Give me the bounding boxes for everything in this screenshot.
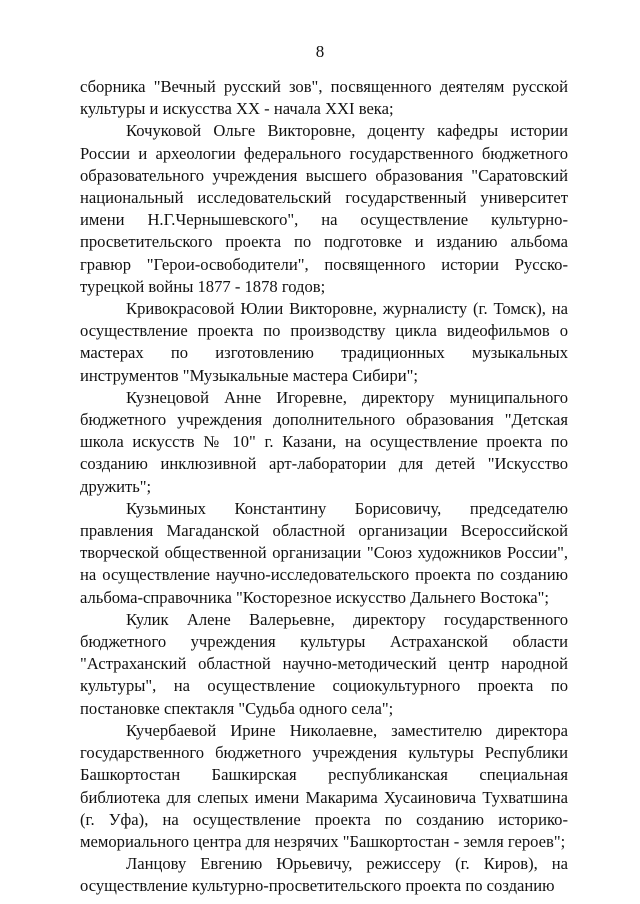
paragraph-kochukova: Кочуковой Ольге Викторовне, доценту кафедры истории России и археологии федерального государственного бюджетного образовательного учреждения высшего образования "Саратовский национальный исследовательский государственный университет имени Н.Г.Чернышевского", на осуществление культурно-просветительского проекта по подготовке и изданию альбома гравюр "Герои-освободители", посвященного истории Русско-турецкой войны 1877 - 1878 годов; (80, 121, 568, 296)
paragraph-kuzminykh: Кузьминых Константину Борисовичу, председателю правления Магаданской областной организации Всероссийской творческой общественной организации "Союз художников России", на осуществление научно-исследовательского проекта по созданию альбома-справочника "Косторезное искусство Дальнего Востока"; (80, 498, 568, 607)
document-body (80, 76, 568, 898)
paragraph-lantsov: Ланцову Евгению Юрьевичу, режиссеру (г. Киров), на осуществление культурно-просветительского проекта по созданию (80, 854, 568, 896)
paragraph-kucherbaeva: Кучербаевой Ирине Николаевне, заместителю директора государственного бюджетного учреждения культуры Республики Башкортостан Башкирская республиканская специальная библиотека для слепых имени Макарима Хусаиновича Тухватшина (г. Уфа), на осуществление проекта по созданию историко-мемориального центра для незрячих "Башкортостан - земля героев"; (80, 720, 568, 851)
paragraph-krivokrasova: Кривокрасовой Юлии Викторовне, журналисту (г. Томск), на осуществление проекта по производству цикла видеофильмов о мастерах по изготовлению традиционных музыкальных инструментов "Музыкальные мастера Сибири"; (80, 299, 568, 385)
paragraph-continuation: сборника "Вечный русский зов", посвященного деятелям русской культуры и искусства XX - начала XXI века; (80, 77, 568, 119)
paragraph-kuznetsova: Кузнецовой Анне Игоревне, директору муниципального бюджетного учреждения дополнительного образования "Детская школа искусств № 10" г. Казани, на осуществление проекта по созданию инклюзивной арт-лаборатории для детей "Искусство дружить"; (80, 387, 568, 496)
paragraph-kulik: Кулик Алене Валерьевне, директору государственного бюджетного учреждения культуры Астраханской области "Астраханский областной научно-методический центр народной культуры", на осуществление социокультурного проекта по постановке спектакля "Судьба одного села"; (80, 609, 568, 718)
page-number: 8 (315, 42, 325, 61)
